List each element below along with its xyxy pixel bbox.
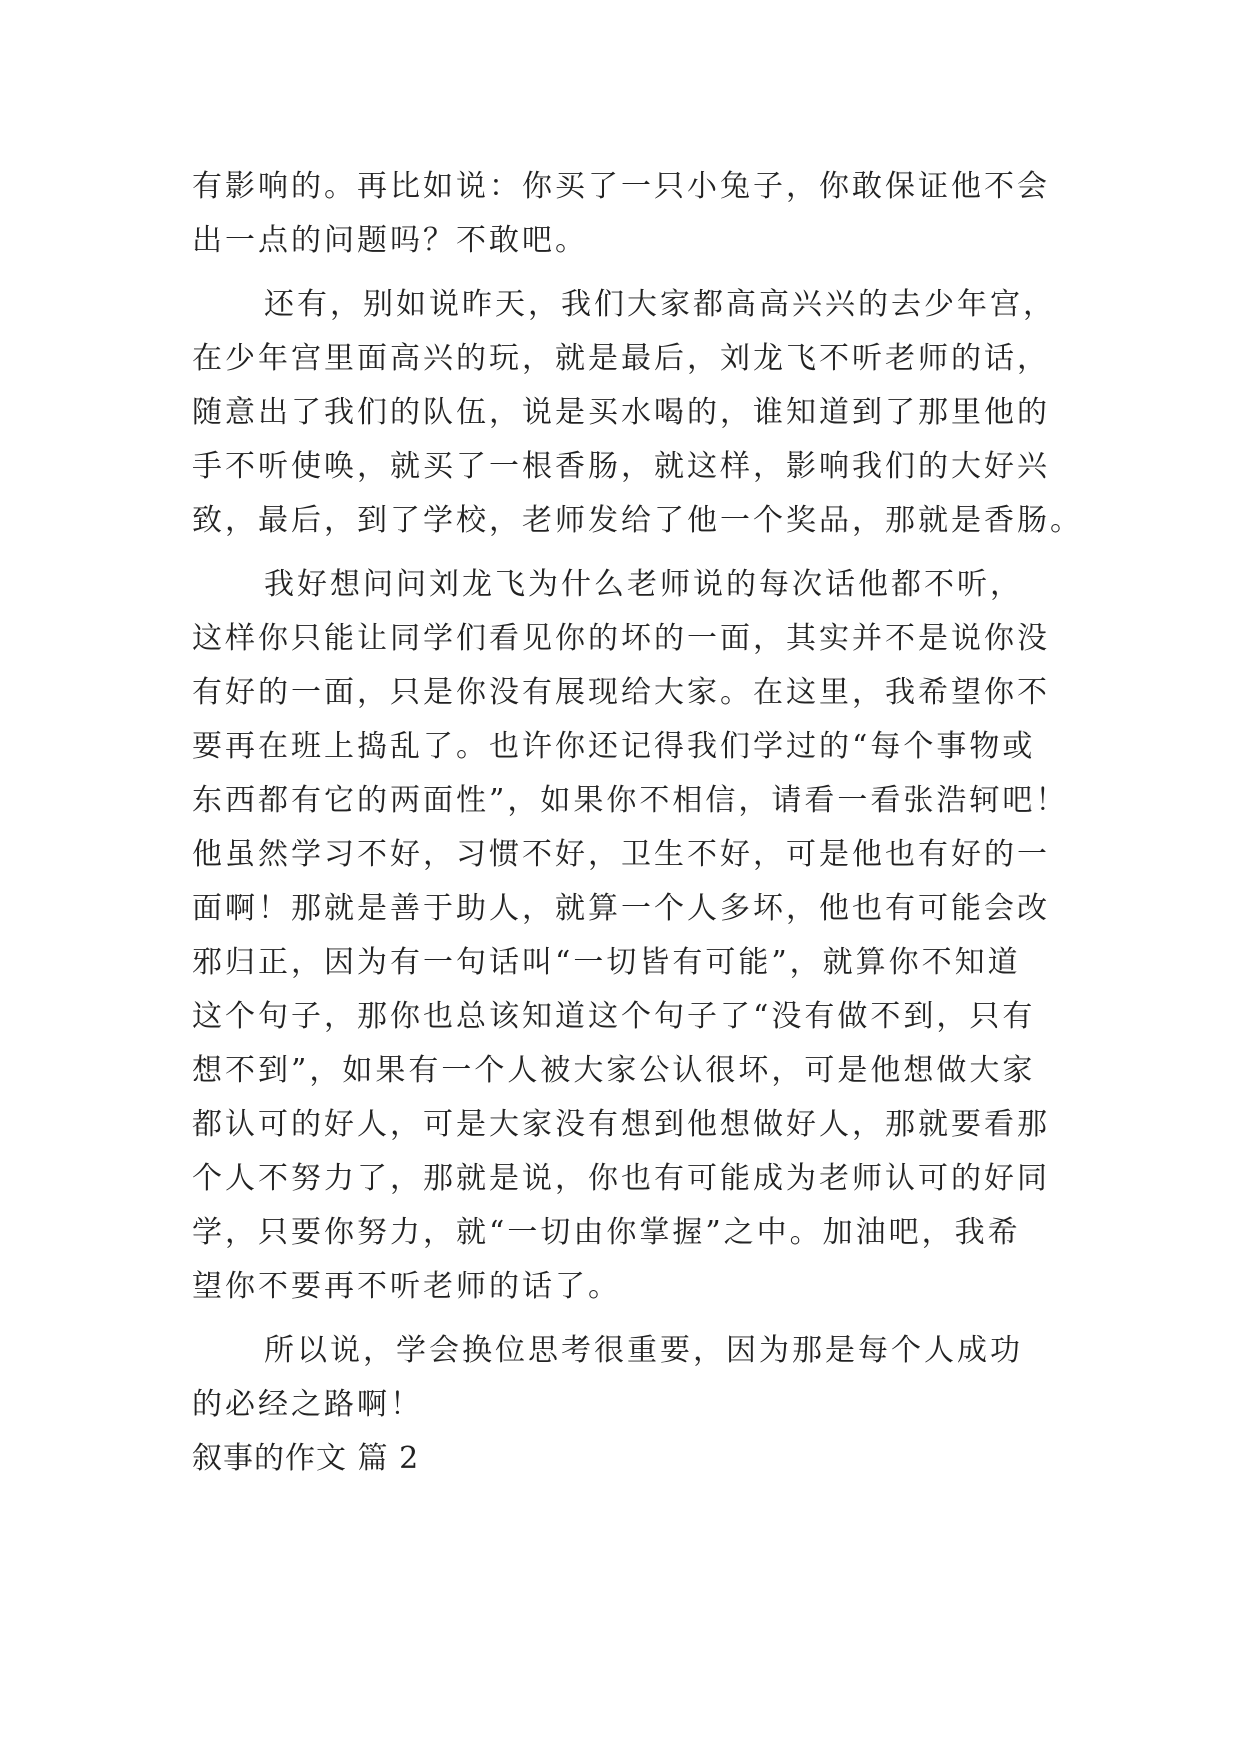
text-line: 他虽然学习不好，习惯不好，卫生不好，可是他也有好的一 (192, 837, 1050, 872)
text-line: 的必经之路啊！ (192, 1387, 423, 1422)
text-line: 都认可的好人，可是大家没有想到他想做好人，那就要看那 (192, 1107, 1050, 1142)
paragraph-start-line: 还有，别如说昨天，我们大家都高高兴兴的去少年宫， (264, 287, 1056, 322)
text-line: 面啊！那就是善于助人，就算一个人多坏，他也有可能会改 (192, 891, 1050, 926)
section-heading: 叙事的作文 篇 2 (192, 1441, 420, 1476)
text-line: 手不听使唤，就买了一根香肠，就这样，影响我们的大好兴 (192, 449, 1050, 484)
text-line: 有好的一面，只是你没有展现给大家。在这里，我希望你不 (192, 675, 1050, 710)
paragraph-start-line: 所以说，学会换位思考很重要，因为那是每个人成功 (264, 1333, 1023, 1368)
paragraph-start-line: 我好想问问刘龙飞为什么老师说的每次话他都不听， (264, 567, 1023, 602)
essay-body (192, 160, 1083, 1486)
text-line: 个人不努力了，那就是说，你也有可能成为老师认可的好同 (192, 1161, 1050, 1196)
text-line: 有影响的。再比如说：你买了一只小兔子，你敢保证他不会 (192, 169, 1050, 204)
text-line: 这个句子，那你也总该知道这个句子了“没有做不到，只有 (192, 999, 1036, 1034)
text-line: 望你不要再不听老师的话了。 (192, 1269, 621, 1304)
text-line: 在少年宫里面高兴的玩，就是最后，刘龙飞不听老师的话， (192, 341, 1050, 376)
text-line: 要再在班上捣乱了。也许你还记得我们学过的“每个事物或 (192, 729, 1036, 764)
text-line: 出一点的问题吗？不敢吧。 (192, 223, 588, 258)
text-line: 致，最后，到了学校，老师发给了他一个奖品，那就是香肠。 (192, 503, 1083, 538)
text-line: 学，只要你努力，就“一切由你掌握”之中。加油吧，我希 (192, 1215, 1021, 1250)
text-line: 想不到”，如果有一个人被大家公认很坏，可是他想做大家 (192, 1053, 1036, 1088)
text-line: 随意出了我们的队伍，说是买水喝的，谁知道到了那里他的 (192, 395, 1050, 430)
text-line: 这样你只能让同学们看见你的坏的一面，其实并不是说你没 (192, 621, 1050, 656)
text-line: 邪归正，因为有一句话叫“一切皆有可能”，就算你不知道 (192, 945, 1021, 980)
text-line: 东西都有它的两面性”，如果你不相信，请看一看张浩轲吧！ (192, 783, 1069, 818)
